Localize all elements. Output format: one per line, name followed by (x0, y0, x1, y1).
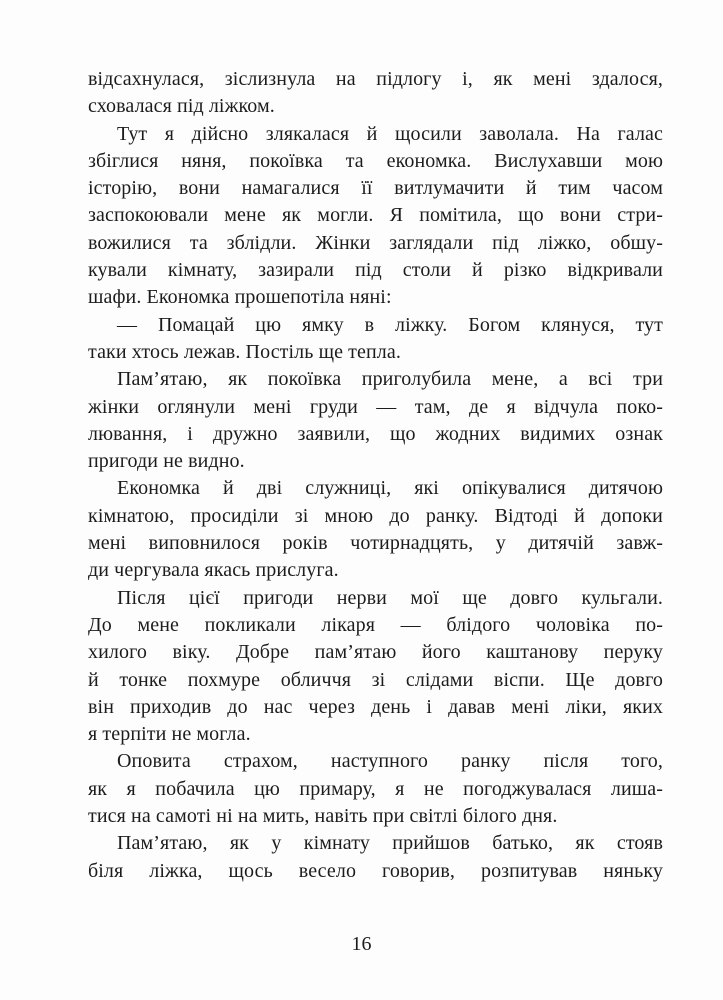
page-number: 16 (351, 933, 372, 955)
text-line: жінки оглянули мені груди — там, де я відчула поко- (88, 395, 663, 418)
text-line: До мене покликали лікаря — блідого чоловіка по- (88, 613, 663, 636)
text-line: він приходив до нас через день і давав мені ліки, яких (88, 695, 663, 718)
text-line: історію, вони намагалися її витлумачити й тим часом (88, 177, 663, 200)
text-line: вожилися та зблідли. Жінки заглядали під ліжко, обшу- (88, 231, 663, 254)
text-line: заспокоювали мене як могли. Я помітила, що вони стри- (88, 204, 663, 227)
text-line: відсахнулася, зіслизнула на підлогу і, як мені здалося, (88, 68, 663, 90)
text-line: я терпіти не могла. (88, 723, 251, 746)
text-line: Оповита страхом, наступного ранку після того, (117, 750, 663, 773)
body-text (88, 66, 663, 885)
text-line: Пам’ятаю, як покоївка приголубила мене, а всі три (117, 368, 663, 391)
text-line: мені виповнилося років чотирнадцять, у дитячій завж- (88, 532, 663, 555)
text-line: біля ліжка, щось весело говорив, розпитував няньку (88, 859, 663, 882)
text-line: Пам’ятаю, як у кімнату прийшов батько, як стояв (117, 832, 663, 855)
text-line: Тут я дійсно злякалася й щосили заволала. На галас (117, 122, 663, 145)
text-line: лювання, і дружно заявили, що жодних видимих ознак (88, 422, 663, 445)
text-line: тися на самоті ні на мить, навіть при світлі білого дня. (88, 805, 558, 828)
text-line: й тонке похмуре обличчя зі слідами віспи. Ще довго (88, 668, 663, 691)
text-line: хилого віку. Добре пам’ятаю його каштанову перуку (88, 641, 663, 664)
text-line: збіглися няня, покоївка та економка. Вислухавши мою (88, 149, 663, 172)
text-line: пригоди не видно. (88, 450, 245, 473)
text-line: кували кімнату, зазирали під столи й різко відкривали (88, 259, 663, 282)
text-line: ди чергувала якась прислуга. (88, 559, 339, 582)
text-line: як я побачила цю примару, я не погоджувалася лиша- (88, 777, 663, 800)
text-line: сховалася під ліжком. (88, 95, 275, 118)
text-line: Економка й дві служниці, які опікувалися дитячою (117, 477, 663, 500)
text-line: таки хтось лежав. Постіль ще тепла. (88, 340, 401, 363)
text-line dialogue-line: — Помацай цю ямку в ліжку. Богом клянуся, тут (117, 313, 663, 336)
text-line: Після цієї пригоди нерви мої ще довго кульгали. (117, 586, 663, 609)
text-line: шафи. Економка прошепотіла няні: (88, 286, 392, 309)
text-line: кімнатою, просиділи зі мною до ранку. Відтоді й допоки (88, 504, 663, 527)
